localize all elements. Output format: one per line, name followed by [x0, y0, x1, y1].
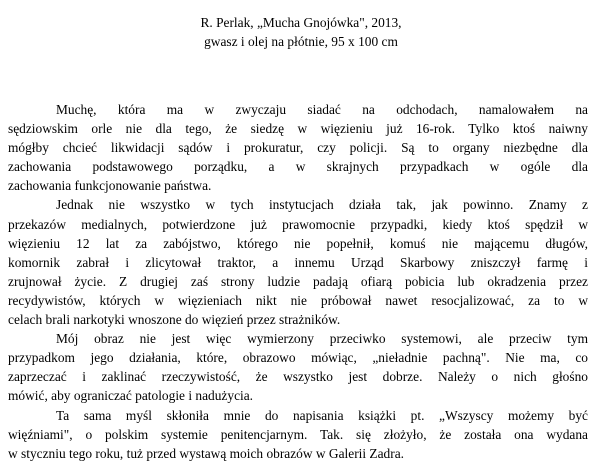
- paragraph: [8, 100, 588, 195]
- text-line: recydywistów, których w więzieniach nikt nie próbował nawet resocjalizować, za to w: [8, 292, 588, 308]
- text-line: zachowania funkcjonowanie państwa.: [8, 178, 212, 194]
- text-line: w styczniu tego roku, tuż przed wystawą moich obrazów w Galerii Zadra.: [8, 445, 405, 461]
- artwork-caption: [0, 13, 602, 51]
- body-text: [8, 100, 588, 463]
- text-line: mógłby chcieć likwidacji sądów i prokuratur, czy policji. Są to organy niezbędne dla: [8, 140, 588, 156]
- text-line: zaprzeczać i zaklinać rzeczywistość, że wszystko jest dobrze. Należy o nich głośno: [8, 369, 588, 385]
- text-line: więzieniu 12 lat za zabójstwo, którego nie popełnił, komuś nie mającemu długów,: [8, 235, 588, 251]
- text-line: komornik zabrał i zlicytował traktor, a innemu Urząd Skarbowy zniszczył farmę i: [8, 254, 588, 270]
- text-line: mówić, aby ograniczać patologie i nadużycia.: [8, 388, 254, 404]
- text-line: przypadkom jego działania, które, obrazowo mówiąc, „nieładnie pachną". Nie ma, co: [8, 350, 588, 366]
- text-line: Mój obraz nie jest więc wymierzony przeciwko systemowi, ale przeciw tym: [56, 331, 588, 347]
- paragraph: [8, 406, 588, 463]
- text-line: więźniami", o polskim systemie penitencjarnym. Tak. się złożyło, że została ona wydana: [8, 426, 588, 442]
- text-line: zachowania podstawowego porządku, a w skrajnych przypadkach w ogóle dla: [8, 159, 588, 175]
- text-line: przekazów medialnych, potwierdzone już prawomocnie przypadki, kiedy ktoś spędził w: [8, 216, 588, 232]
- text-line: Muchę, która ma w zwyczaju siadać na odchodach, namalowałem na: [56, 102, 588, 117]
- paragraph: [8, 329, 588, 405]
- text-line: Ta sama myśl skłoniła mnie do napisania książki pt. „Wszyscy możemy być: [56, 407, 588, 423]
- text-line: sędziowskim orle nie dla tego, że siedzę w więzieniu już 16-rok. Tylko ktoś naiwny: [8, 121, 588, 137]
- caption-medium-line: gwasz i olej na płótnie, 95 x 100 cm: [204, 34, 398, 49]
- paragraph: [8, 195, 588, 329]
- caption-title-line: R. Perlak, „Mucha Gnojówka", 2013,: [200, 15, 402, 30]
- text-line: Jednak nie wszystko w tych instytucjach działa tak, jak powinno. Znamy z: [56, 197, 588, 213]
- text-line: zrujnował życie. Z drugiej zaś strony ludzie padają ofiarą pobicia lub okradzenia przez: [8, 273, 588, 289]
- text-line: celach brali narkotyki wnoszone do więzień przez strażników.: [8, 312, 341, 328]
